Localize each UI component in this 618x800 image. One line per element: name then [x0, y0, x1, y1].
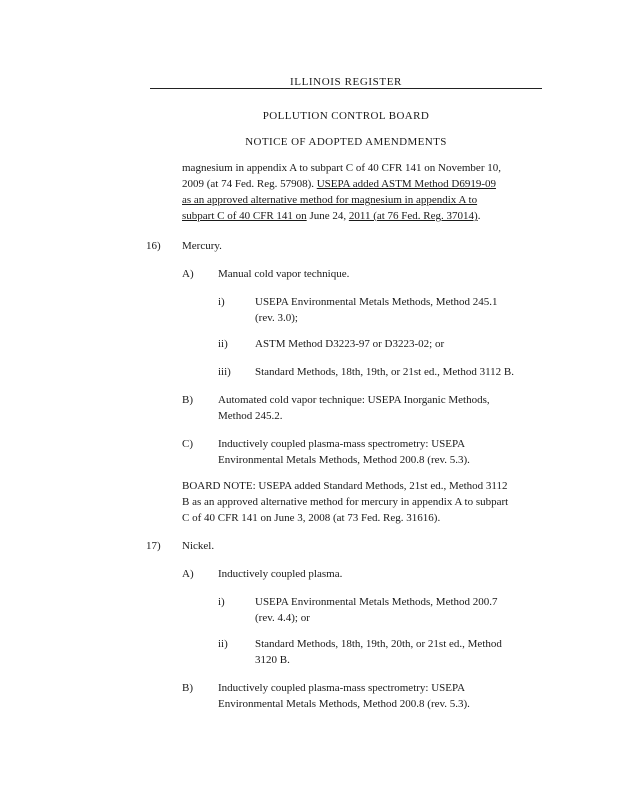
intro-line-4-text: June 24,	[306, 210, 349, 222]
item-17-number: 17)	[146, 540, 161, 552]
intro-line-1: magnesium in appendix A to subpart C of 40 CFR 141 on November 10,	[182, 162, 501, 174]
item-16-A-ii-text: ASTM Method D3223-97 or D3223-02; or	[255, 338, 445, 350]
notice-heading: NOTICE OF ADOPTED AMENDMENTS	[245, 136, 447, 148]
item-17-A-ii-label: ii)	[218, 638, 228, 650]
intro-line-2-underlined: USEPA added ASTM Method D6919-09	[316, 178, 497, 190]
item-17-A-i-label: i)	[218, 596, 225, 608]
item-16-A-i-line-2: (rev. 3.0);	[255, 312, 298, 324]
item-16-A-i-label: i)	[218, 296, 225, 308]
item-16-B-line-2: Method 245.2.	[218, 410, 283, 422]
item-16-title: Mercury.	[182, 240, 222, 252]
intro-line-4-end: .	[477, 210, 481, 222]
board-note-line-1: BOARD NOTE: USEPA added Standard Methods, 21st ed., Method 3112	[182, 480, 508, 492]
item-17-B-line-2: Environmental Metals Methods, Method 200.8 (rev. 5.3).	[218, 698, 470, 710]
item-16-C-line-1: Inductively coupled plasma-mass spectrometry: USEPA	[218, 438, 466, 450]
intro-line-4-underlined-a: subpart C of 40 CFR 141 on	[182, 210, 307, 222]
board-note-line-2: B as an approved alternative method for mercury in appendix A to subpart	[182, 496, 509, 508]
board-note-line-3: C of 40 CFR 141 on June 3, 2008 (at 73 Fed. Reg. 31616).	[182, 512, 441, 524]
item-16-A-iii-label: iii)	[218, 366, 231, 378]
item-16-A-i-line-1: USEPA Environmental Metals Methods, Method 245.1	[255, 296, 498, 308]
intro-line-4	[182, 208, 480, 224]
item-16-C-line-2: Environmental Metals Methods, Method 200.8 (rev. 5.3).	[218, 454, 470, 466]
item-16-A-ii-label: ii)	[218, 338, 228, 350]
item-17-B-line-1: Inductively coupled plasma-mass spectrometry: USEPA	[218, 682, 466, 694]
item-17-A-ii-line-1: Standard Methods, 18th, 19th, 20th, or 21st ed., Method	[255, 638, 502, 650]
intro-line-4-underlined-b: 2011 (at 76 Fed. Reg. 37014)	[348, 210, 478, 222]
item-16-number: 16)	[146, 240, 161, 252]
item-17-title: Nickel.	[182, 540, 215, 552]
item-16-B-label: B)	[182, 394, 193, 406]
item-16-C-label: C)	[182, 438, 193, 450]
item-17-B-label: B)	[182, 682, 193, 694]
item-17-A-title: Inductively coupled plasma.	[218, 568, 343, 580]
item-16-A-label: A)	[182, 268, 194, 280]
item-16-B-line-1: Automated cold vapor technique: USEPA Inorganic Methods,	[218, 394, 490, 406]
board-name: POLLUTION CONTROL BOARD	[262, 110, 430, 122]
item-17-A-i-line-1: USEPA Environmental Metals Methods, Method 200.7	[255, 596, 498, 608]
item-16-A-title: Manual cold vapor technique.	[218, 268, 350, 280]
intro-line-3: as an approved alternative method for magnesium in appendix A to	[182, 194, 478, 206]
intro-line-2-text: 2009 (at 74 Fed. Reg. 57908).	[182, 178, 317, 190]
item-17-A-label: A)	[182, 568, 194, 580]
header-rule	[150, 88, 542, 89]
item-16-A-iii-text: Standard Methods, 18th, 19th, or 21st ed., Method 3112 B.	[255, 366, 514, 378]
register-title: ILLINOIS REGISTER	[290, 76, 402, 88]
item-17-A-i-line-2: (rev. 4.4); or	[255, 612, 310, 624]
item-17-A-ii-line-2: 3120 B.	[255, 654, 290, 666]
intro-line-2	[182, 176, 496, 192]
